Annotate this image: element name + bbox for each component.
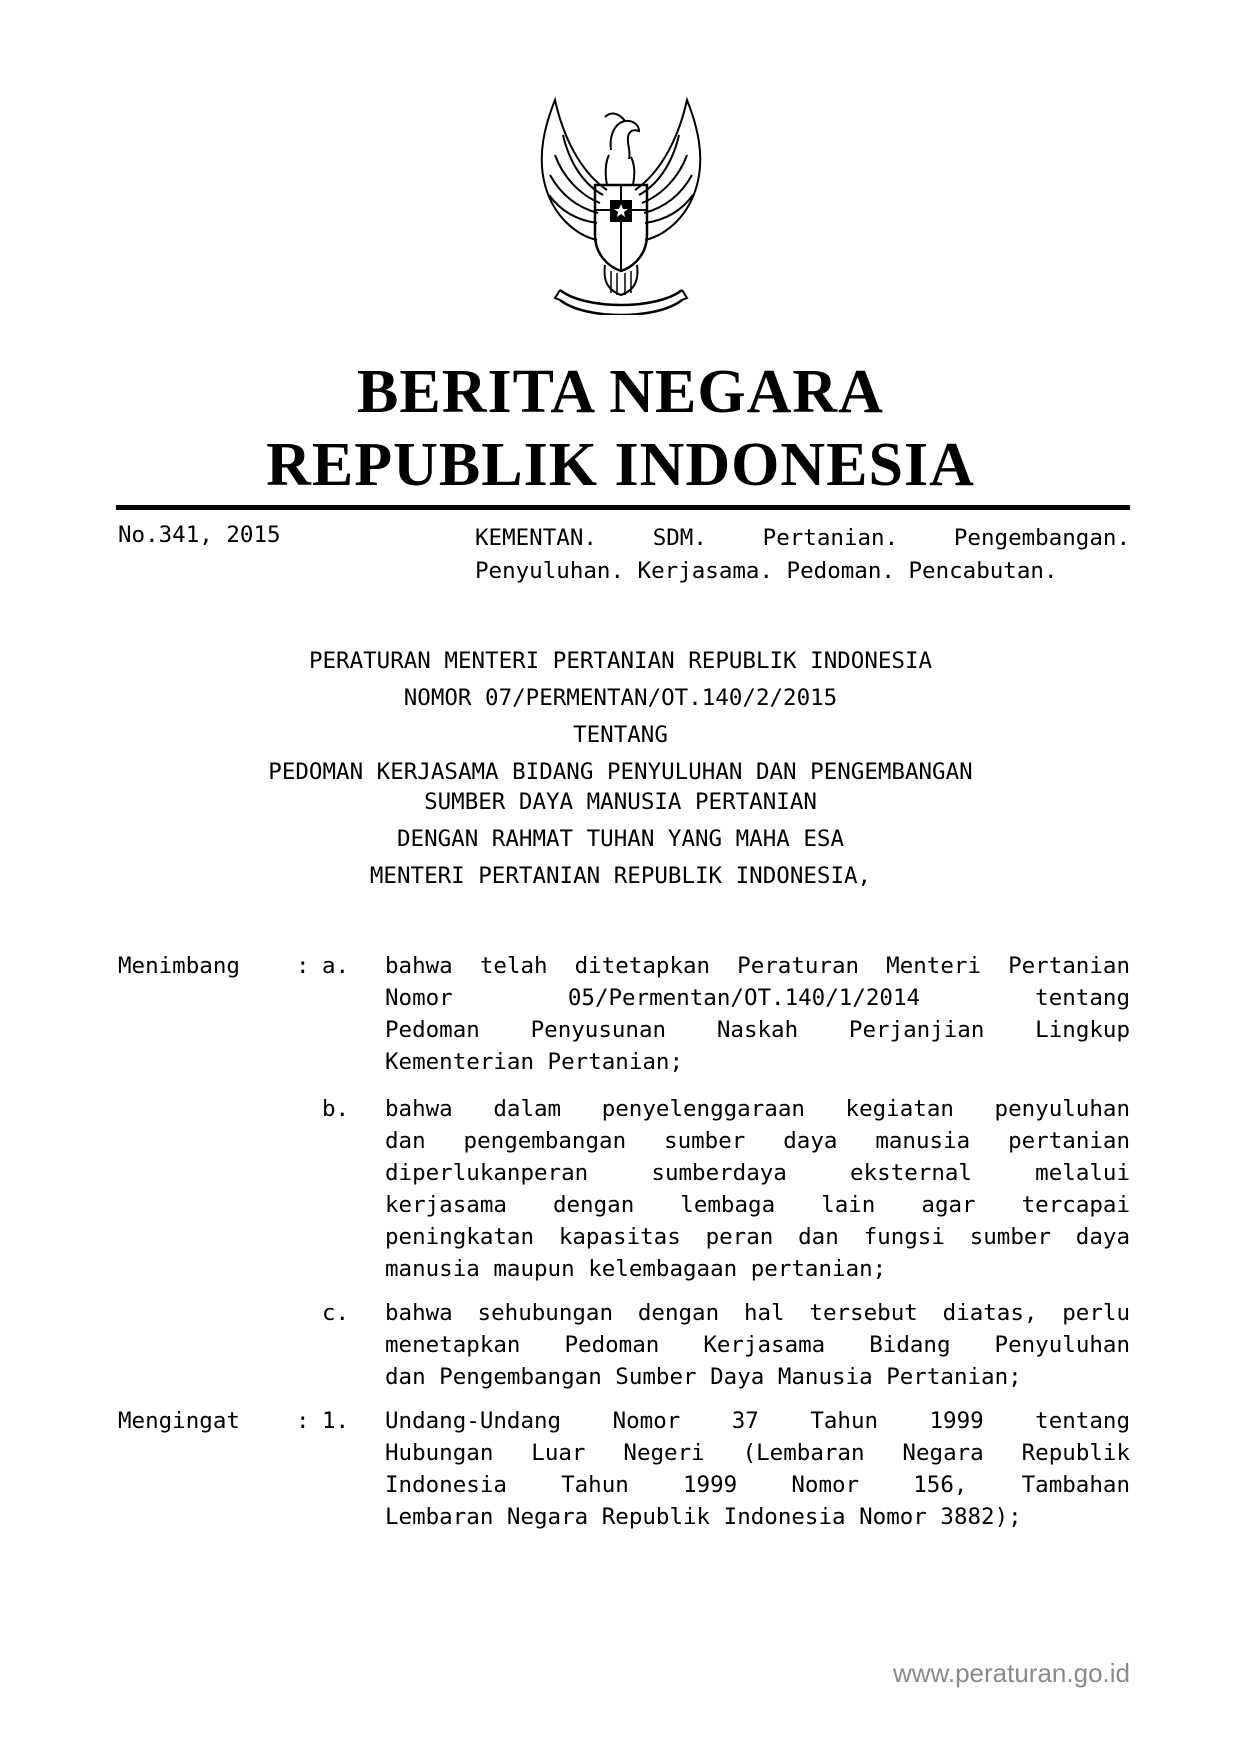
footer-url: www.peraturan.go.id <box>892 1658 1130 1688</box>
text-line: Nomor 05/Permentan/OT.140/1/2014 tentang <box>385 985 1130 1011</box>
menimbang-colon: : <box>296 953 310 979</box>
text-line: kerjasama dengan lembaga lain agar tercapai <box>385 1192 1130 1218</box>
regulation-number: NOMOR 07/PERMENTAN/OT.140/2/2015 <box>403 685 838 711</box>
gazette-keywords <box>475 522 1130 588</box>
gazette-title-line1: BERITA NEGARA <box>357 358 884 426</box>
text-line: bahwa telah ditetapkan Peraturan Menteri Pertanian <box>385 953 1130 979</box>
text-line: dan Pengembangan Sumber Daya Manusia Pertanian; <box>385 1364 1022 1390</box>
gazette-number: No.341, 2015 <box>118 522 281 548</box>
mengingat-item-1 <box>385 1405 1130 1533</box>
regulation-title: PERATURAN MENTERI PERTANIAN REPUBLIK INDONESIA <box>308 648 933 674</box>
text-line: manusia maupun kelembagaan pertanian; <box>385 1256 887 1282</box>
text-line: Undang-Undang Nomor 37 Tahun 1999 tentang <box>385 1408 1130 1434</box>
garuda-emblem-icon <box>515 95 727 315</box>
regulation-heading <box>0 646 1241 891</box>
mengingat-marker-1: 1. <box>322 1408 350 1434</box>
mengingat-colon: : <box>296 1408 310 1434</box>
text-line: Pedoman Penyusunan Naskah Perjanjian Lingkup <box>385 1017 1130 1043</box>
keywords-line2: Penyuluhan. Kerjasama. Pedoman. Pencabutan. <box>475 558 1058 584</box>
keywords-line1: KEMENTAN. SDM. Pertanian. Pengembangan. <box>475 525 1130 551</box>
text-line: diperlukanperan sumberdaya eksternal melalui <box>385 1160 1130 1186</box>
menimbang-item-b <box>385 1093 1130 1285</box>
title-divider <box>116 505 1130 510</box>
regulation-minister: MENTERI PERTANIAN REPUBLIK INDONESIA, <box>369 863 872 889</box>
menimbang-label: Menimbang <box>118 953 240 979</box>
text-line: Indonesia Tahun 1999 Nomor 156, Tambahan <box>385 1472 1130 1498</box>
text-line: menetapkan Pedoman Kerjasama Bidang Penyuluhan <box>385 1332 1130 1358</box>
menimbang-item-a <box>385 950 1130 1078</box>
regulation-subject-line2: SUMBER DAYA MANUSIA PERTANIAN <box>424 789 817 815</box>
text-line: bahwa dalam penyelenggaraan kegiatan penyuluhan <box>385 1096 1130 1122</box>
mengingat-label: Mengingat <box>118 1408 240 1434</box>
menimbang-item-c <box>385 1297 1130 1393</box>
text-line: dan pengembangan sumber daya manusia pertanian <box>385 1128 1130 1154</box>
menimbang-marker-c: c. <box>322 1300 350 1326</box>
text-line: bahwa sehubungan dengan hal tersebut diatas, perlu <box>385 1300 1130 1326</box>
text-line: Hubungan Luar Negeri (Lembaran Negara Republik <box>385 1440 1130 1466</box>
text-line: Kementerian Pertanian; <box>385 1049 684 1075</box>
menimbang-marker-b: b. <box>322 1096 350 1122</box>
regulation-invocation: DENGAN RAHMAT TUHAN YANG MAHA ESA <box>396 826 845 852</box>
gazette-title-line2: REPUBLIK INDONESIA <box>266 431 975 499</box>
regulation-tentang: TENTANG <box>573 722 668 748</box>
menimbang-marker-a: a. <box>322 953 350 979</box>
text-line: Lembaran Negara Republik Indonesia Nomor 3882); <box>385 1504 1022 1530</box>
regulation-subject-line1: PEDOMAN KERJASAMA BIDANG PENYULUHAN DAN PENGEMBANGAN <box>268 759 973 785</box>
garuda-emblem <box>515 95 727 315</box>
text-line: peningkatan kapasitas peran dan fungsi sumber daya <box>385 1224 1130 1250</box>
